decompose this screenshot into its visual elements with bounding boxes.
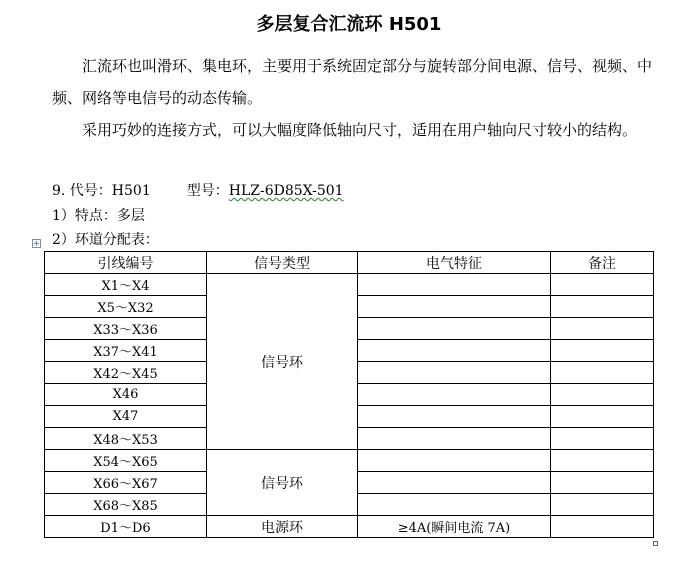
note-cell	[551, 450, 654, 472]
table-row	[45, 516, 654, 538]
electrical-cell	[358, 450, 551, 472]
header-note: 备注	[551, 252, 654, 274]
table-row	[45, 274, 654, 296]
electrical-cell	[358, 384, 551, 406]
table-header-row	[45, 252, 654, 274]
note-cell	[551, 516, 654, 538]
electrical-cell	[358, 428, 551, 450]
electrical-cell	[358, 318, 551, 340]
note-cell	[551, 406, 654, 428]
lead-cell: X37～X41	[45, 340, 207, 362]
lead-cell: X47	[45, 406, 207, 428]
lead-cell: X48～X53	[45, 428, 207, 450]
lead-cell: X68～X85	[45, 494, 207, 516]
header-lead-number: 引线编号	[45, 252, 207, 274]
lead-cell: X5～X32	[45, 296, 207, 318]
electrical-cell	[358, 296, 551, 318]
model-value: HLZ-6D85X-501	[228, 183, 344, 199]
electrical-cell	[358, 274, 551, 296]
ring-allocation-table	[44, 251, 654, 538]
note-cell	[551, 274, 654, 296]
electrical-cell	[358, 406, 551, 428]
electrical-cell	[358, 494, 551, 516]
note-cell	[551, 384, 654, 406]
feature-line: 1）特点：多层	[52, 208, 145, 224]
note-cell	[551, 296, 654, 318]
design-paragraph: 采用巧妙的连接方式，可以大幅度降低轴向尺寸，适用在用户轴向尺寸较小的结构。	[82, 121, 638, 139]
document-title: 多层复合汇流环 H501	[256, 14, 442, 35]
electrical-cell: ≥4A(瞬间电流 7A)	[358, 516, 551, 538]
lead-cell: X46	[45, 384, 207, 406]
lead-cell: D1～D6	[45, 516, 207, 538]
note-cell	[551, 472, 654, 494]
signal-type-cell: 信号环	[207, 450, 358, 516]
signal-type-cell: 信号环	[207, 274, 358, 450]
table-row	[45, 450, 654, 472]
electrical-cell	[358, 362, 551, 384]
note-cell	[551, 318, 654, 340]
header-electrical: 电气特征	[358, 252, 551, 274]
lead-cell: X1～X4	[45, 274, 207, 296]
lead-cell: X66～X67	[45, 472, 207, 494]
signal-type-cell: 电源环	[207, 516, 358, 538]
lead-cell: X54～X65	[45, 450, 207, 472]
lead-cell: X42～X45	[45, 362, 207, 384]
electrical-cell	[358, 472, 551, 494]
resize-handle-icon[interactable]	[653, 541, 658, 546]
model-label: 型号：	[186, 183, 229, 199]
electrical-cell	[358, 340, 551, 362]
header-signal-type: 信号类型	[207, 252, 358, 274]
table-caption: 2）环道分配表：	[52, 232, 159, 248]
move-handle-icon[interactable]: +	[33, 239, 40, 248]
intro-paragraph: 汇流环也叫滑环、集电环，主要用于系统固定部分与旋转部分间电源、信号、视频、中频、网络等电信号的动态传输。	[52, 57, 653, 107]
note-cell	[551, 362, 654, 384]
code-prefix: 9. 代号：H501	[52, 183, 151, 199]
code-line	[52, 180, 344, 200]
note-cell	[551, 340, 654, 362]
lead-cell: X33～X36	[45, 318, 207, 340]
note-cell	[551, 428, 654, 450]
note-cell	[551, 494, 654, 516]
